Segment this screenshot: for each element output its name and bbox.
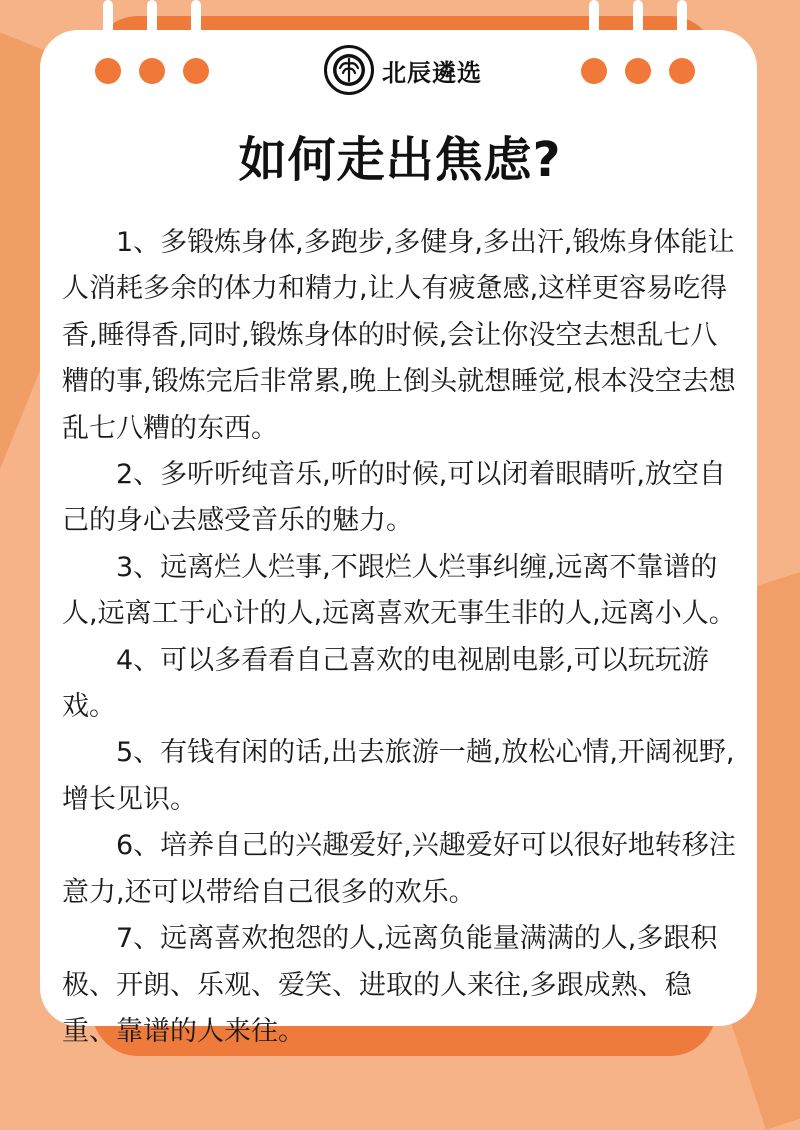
- paragraph: 3、远离烂人烂事,不跟烂人烂事纠缠,远离不靠谱的人,远离工于心计的人,远离喜欢无事生非的人,远离小人。: [62, 551, 736, 630]
- binder-hole: [139, 58, 165, 84]
- brand-name: 北辰遴选: [382, 57, 482, 87]
- binder-hole: [669, 58, 695, 84]
- page-title: 如何走出焦虑?: [238, 132, 562, 188]
- brand-logo: [324, 45, 482, 95]
- binder-hole: [95, 58, 121, 84]
- binder-ring: [589, 0, 599, 50]
- paragraph: 1、多锻炼身体,多跑步,多健身,多出汗,锻炼身体能让人消耗多余的体力和精力,让人有疲惫感,这样更容易吃得香,睡得香,同时,锻炼身体的时候,会让你没空去想乱七八糟的事,锻炼完后非常累,晚上倒头就想睡觉,根本没空去想乱七八糟的东西。: [62, 227, 736, 444]
- paragraph: 5、有钱有闲的话,出去旅游一趟,放松心情,开阔视野,增长见识。: [62, 737, 735, 815]
- binder-ring: [147, 0, 157, 50]
- paragraph: 7、远离喜欢抱怨的人,远离负能量满满的人,多跟积极、开朗、乐观、爱笑、进取的人来往,多跟成熟、稳重、靠谱的人来往。: [62, 923, 718, 1047]
- paragraph: 2、多听听纯音乐,听的时候,可以闭着眼睛听,放空自己的身心去感受音乐的魅力。: [62, 459, 726, 537]
- binder-hole: [581, 58, 607, 84]
- binder-ring: [103, 0, 113, 50]
- article-body: [62, 220, 742, 1055]
- binder-ring: [677, 0, 687, 50]
- binder-hole: [625, 58, 651, 84]
- binder-ring: [633, 0, 643, 50]
- binder-hole: [183, 58, 209, 84]
- tree-crest-icon: [324, 45, 374, 95]
- binder-ring: [191, 0, 201, 50]
- paragraph: 4、可以多看看自己喜欢的电视剧电影,可以玩玩游戏。: [62, 644, 709, 723]
- paragraph: 6、培养自己的兴趣爱好,兴趣爱好可以很好地转移注意力,还可以带给自己很多的欢乐。: [62, 830, 736, 908]
